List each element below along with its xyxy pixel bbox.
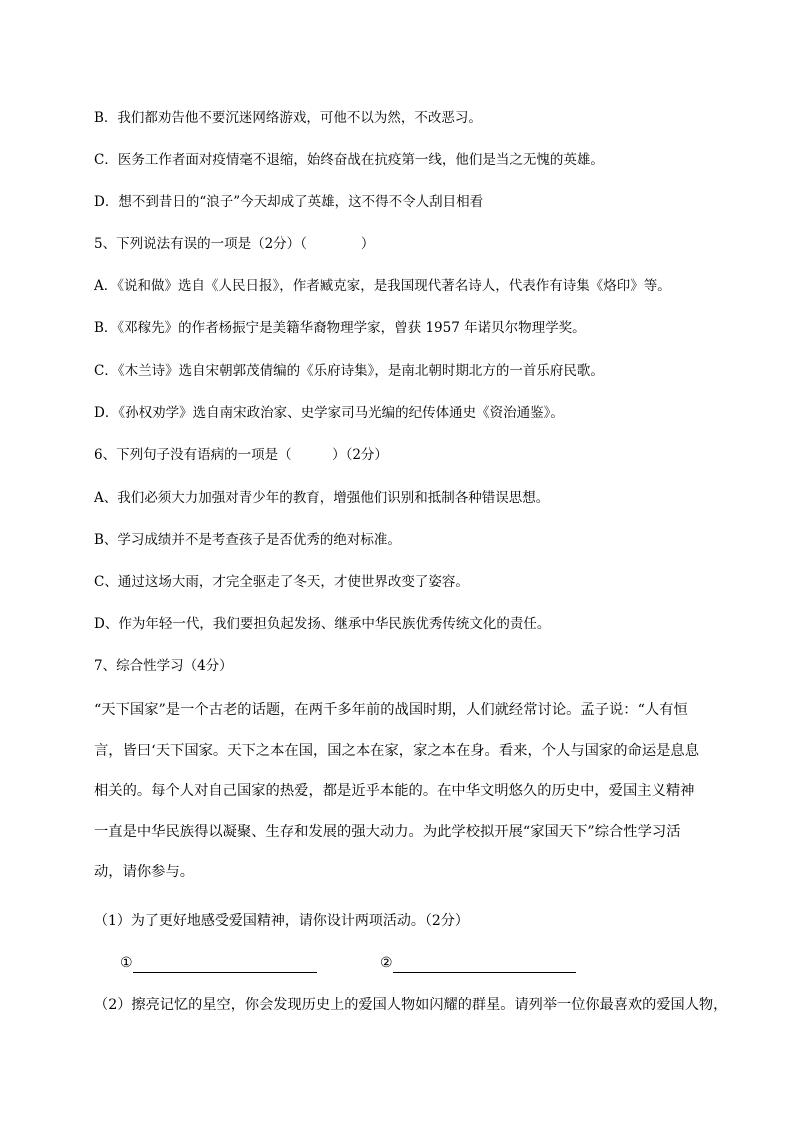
q6-option-a: A、我们必须大力加强对青少年的教育，增强他们识别和抵制各种错误思想。 <box>94 490 550 506</box>
q6-option-d: D、作为年轻一代，我们要担负起发扬、继承中华民族优秀传统文化的责任。 <box>94 616 551 632</box>
blank-1-line[interactable] <box>133 957 317 973</box>
answer-blanks <box>0 953 794 977</box>
blank-1-label: ① <box>120 955 133 971</box>
blank-2-line[interactable] <box>393 957 576 973</box>
q4-option-d: D．想不到昔日的“浪子”今天却成了英雄，这不得不令人刮目相看 <box>94 194 484 210</box>
q7-sub1: （1）为了更好地感受爱国精神，请你设计两项活动。（2分） <box>94 913 469 929</box>
q6-stem: 6、下列句子没有语病的一项是（ ）（2分） <box>94 447 388 463</box>
q5-stem: 5、下列说法有误的一项是（2分）（ ） <box>94 236 375 252</box>
q7-stem: 7、综合性学习（4分） <box>94 658 233 674</box>
answer-blank-2[interactable] <box>380 953 576 973</box>
q6-option-c: C、通过这场大雨，才完全驱走了冬天，才使世界改变了姿容。 <box>94 574 469 590</box>
q5-option-c: C．《木兰诗》选自宋朝郭茂倩编的《乐府诗集》，是南北朝时期北方的一首乐府民歌。 <box>94 363 604 379</box>
q7-sub2: （2）擦亮记忆的星空，你会发现历史上的爱国人物如闪耀的群星。请列举一位你最喜欢的爱国人物， <box>94 997 728 1013</box>
q5-option-a: A．《说和做》选自《人民日报》，作者臧克家，是我国现代著名诗人，代表作有诗集《烙印》等。 <box>94 278 671 294</box>
q7-passage-text: “天下国家”是一个古老的话题，在两千多年前的战国时期，人们就经常讨论。孟子说：“人有恒言，皆曰‘天下国家。天下之本在国，国之本在家，家之本在身。看来，个人与国家的命运是息息相关的。每个人对自己国家的热爱，都是近乎本能的。在中华文明悠久的历史中，爱国主义精神一直是中华民族得以凝聚、生存和发展的强大动力。为此学校拟开展“家国天下”综合性学习活动，请你参与。 <box>94 702 700 880</box>
q5-option-d: D．《孙权劝学》选自南宋政治家、史学家司马光编的纪传体通史《资治通鉴》。 <box>94 405 564 421</box>
q5-option-b: B．《邓稼先》的作者杨振宁是美籍华裔物理学家，曾获 1957 年诺贝尔物理学奖。 <box>94 320 586 336</box>
blank-2-label: ② <box>380 955 393 971</box>
q4-option-c: C．医务工作者面对疫情毫不退缩，始终奋战在抗疫第一线，他们是当之无愧的英雄。 <box>94 152 604 168</box>
q4-option-b: B．我们都劝告他不要沉迷网络游戏，可他不以为然，不改恶习。 <box>94 110 482 126</box>
q7-passage <box>94 690 706 893</box>
answer-blank-1[interactable] <box>120 953 317 973</box>
q6-option-b: B、学习成绩并不是考查孩子是否优秀的绝对标准。 <box>94 532 401 548</box>
